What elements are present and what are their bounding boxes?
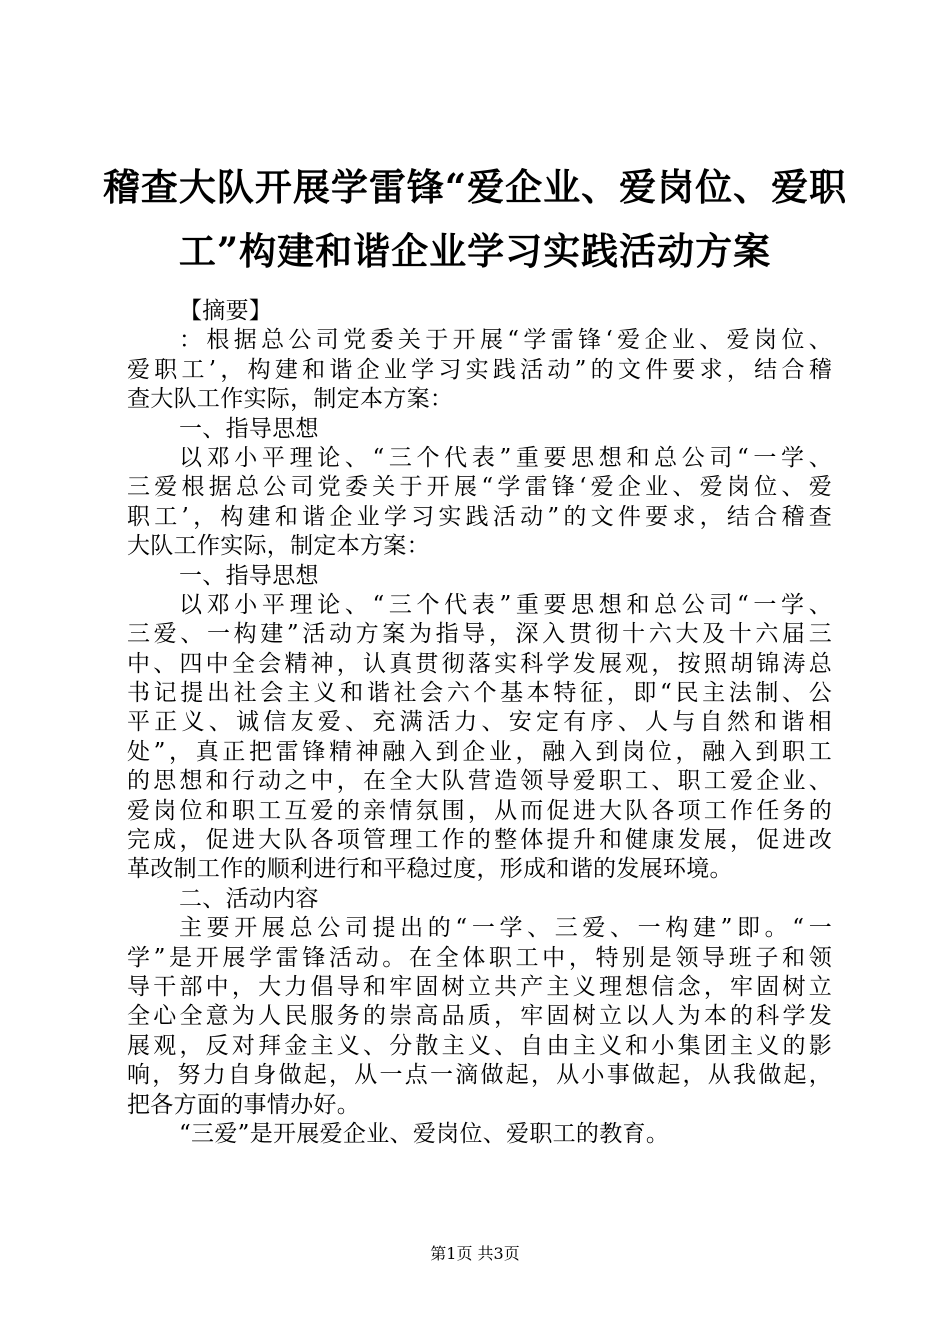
text-line: 职工’，构建和谐企业学习实践活动”的文件要求，结合稽查 [127, 503, 832, 530]
text-line: 一、指导思想 [179, 415, 319, 442]
text-line: 完成，促进大队各项管理工作的整体提升和健康发展，促进改 [127, 827, 832, 854]
text-line: 书记提出社会主义和谐社会六个基本特征，即“民主法制、公 [127, 680, 832, 707]
text-line: 处”，真正把雷锋精神融入到企业，融入到岗位，融入到职工 [127, 738, 832, 765]
text-line: 三爱根据总公司党委关于开展“学雷锋‘爱企业、爱岗位、爱 [127, 474, 832, 501]
text-line: 二、活动内容 [179, 885, 319, 912]
text-line: 爱岗位和职工互爱的亲情氛围，从而促进大队各项工作任务的 [127, 797, 832, 824]
text-line: 平正义、诚信友爱、充满活力、安定有序、人与自然和谐相 [127, 709, 832, 736]
text-line: 学”是开展学雷锋活动。在全体职工中，特别是领导班子和领 [127, 944, 832, 971]
title-line-2: 工”构建和谐企业学习实践活动方案 [178, 229, 772, 273]
text-line: 大队工作实际，制定本方案： [127, 533, 430, 560]
text-line: 响，努力自身做起，从一点一滴做起，从小事做起，从我做起， [127, 1062, 832, 1089]
text-line: 把各方面的事情办好。 [127, 1091, 360, 1118]
text-line: 爱职工’，构建和谐企业学习实践活动”的文件要求，结合稽 [127, 356, 832, 383]
text-line: 【摘要】 [179, 298, 273, 324]
text-line: 导干部中，大力倡导和牢固树立共产主义理想信念，牢固树立 [127, 973, 832, 1000]
text-line: 主要开展总公司提出的“一学、三爱、一构建”即。“一 [179, 915, 832, 942]
text-line: 查大队工作实际，制定本方案： [127, 386, 454, 413]
text-line: 中、四中全会精神，认真贯彻落实科学发展观，按照胡锦涛总 [127, 650, 832, 677]
document-title [0, 155, 950, 283]
text-line: 以邓小平理论、“三个代表”重要思想和总公司“一学、 [179, 444, 832, 471]
text-line: 全心全意为人民服务的崇高品质，牢固树立以人为本的科学发 [127, 1003, 832, 1030]
document-body [127, 297, 832, 1149]
text-line: 展观，反对拜金主义、分散主义、自由主义和小集团主义的影 [127, 1032, 832, 1059]
text-line: ：根据总公司党委关于开展“学雷锋‘爱企业、爱岗位、 [179, 327, 832, 354]
text-line: 三爱、一构建”活动方案为指导，深入贯彻十六大及十六届三 [127, 621, 832, 648]
text-line: 革改制工作的顺利进行和平稳过度，形成和谐的发展环境。 [127, 856, 733, 883]
page-footer: 第1页 共3页 [430, 1244, 520, 1263]
text-line: “三爱”是开展爱企业、爱岗位、爱职工的教育。 [179, 1120, 670, 1147]
text-line: 一、指导思想 [179, 562, 319, 589]
text-line: 的思想和行动之中，在全大队营造领导爱职工、职工爱企业、 [127, 768, 832, 795]
text-line: 以邓小平理论、“三个代表”重要思想和总公司“一学、 [179, 591, 832, 618]
title-line-1: 稽查大队开展学雷锋“爱企业、爱岗位、爱职 [102, 165, 848, 209]
